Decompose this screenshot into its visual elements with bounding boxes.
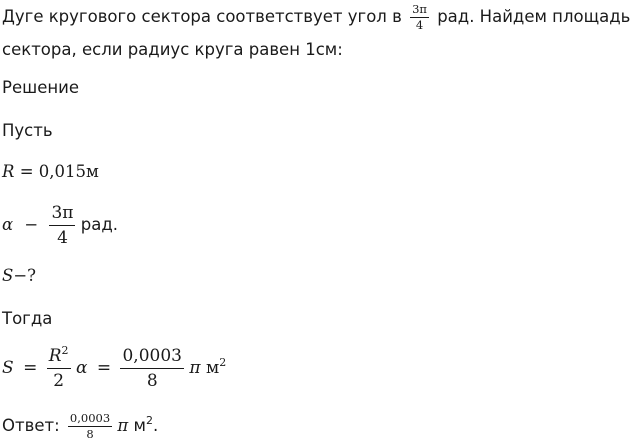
given-unknown xyxy=(2,265,36,287)
problem-text-after: рад. Найдем площадь xyxy=(437,7,630,26)
area-question: −? xyxy=(13,266,36,285)
answer-numerator: 0,0003 xyxy=(69,411,111,425)
problem-text-line-2: сектора, если радиус круга равен 1см: xyxy=(2,40,343,59)
problem-angle-denominator: 4 xyxy=(415,18,424,32)
alpha-variable: α xyxy=(2,215,14,234)
answer-unit-exponent: 2 xyxy=(145,414,153,427)
problem-line-2 xyxy=(2,39,343,61)
formula-r2-denominator: 2 xyxy=(53,371,65,391)
formula-r2-exponent: 2 xyxy=(61,344,69,357)
answer-pi: π xyxy=(117,416,129,435)
answer-unit: $м^2$. xyxy=(133,414,159,435)
formula-value-numerator: 0,0003 xyxy=(120,345,183,369)
alpha-unit: рад. xyxy=(80,215,118,234)
answer-line xyxy=(2,412,158,441)
alpha-dash: − xyxy=(24,215,39,234)
formula-s-variable: S xyxy=(2,358,14,378)
formula-alpha: α xyxy=(75,358,88,378)
solution-heading: Решение xyxy=(2,78,80,97)
answer-label: Ответ: xyxy=(2,416,60,435)
formula-equals-1: = xyxy=(23,358,38,378)
formula-r2-fraction xyxy=(47,345,71,392)
formula-equals-2: = xyxy=(96,358,112,378)
let-label: Пусть xyxy=(2,121,53,140)
problem-angle-fraction xyxy=(410,3,429,32)
problem-angle-numerator: 3π xyxy=(412,2,427,16)
formula-value-denominator: 8 xyxy=(146,371,158,391)
radius-variable: R xyxy=(2,162,15,181)
formula-value-fraction xyxy=(120,345,183,392)
then-label: Тогда xyxy=(2,309,53,328)
answer-fraction xyxy=(68,412,112,441)
alpha-denominator: 4 xyxy=(57,228,68,248)
problem-text-before: Дуге кругового сектора соответствует угол в xyxy=(2,7,402,26)
formula-unit: $м^2$ xyxy=(205,356,227,378)
given-radius xyxy=(2,161,99,183)
formula-r2-numerator: $R^2$ xyxy=(47,345,71,369)
radius-value: = 0,015м xyxy=(19,162,99,181)
formula-pi: π xyxy=(189,358,201,378)
problem-line-1 xyxy=(2,3,630,32)
alpha-fraction xyxy=(49,202,75,249)
alpha-numerator: 3π xyxy=(49,202,75,226)
formula-unit-exponent: 2 xyxy=(219,356,227,369)
answer-denominator: 8 xyxy=(86,427,94,441)
area-variable: S xyxy=(2,266,14,285)
given-angle xyxy=(2,202,118,249)
area-formula xyxy=(2,345,226,392)
